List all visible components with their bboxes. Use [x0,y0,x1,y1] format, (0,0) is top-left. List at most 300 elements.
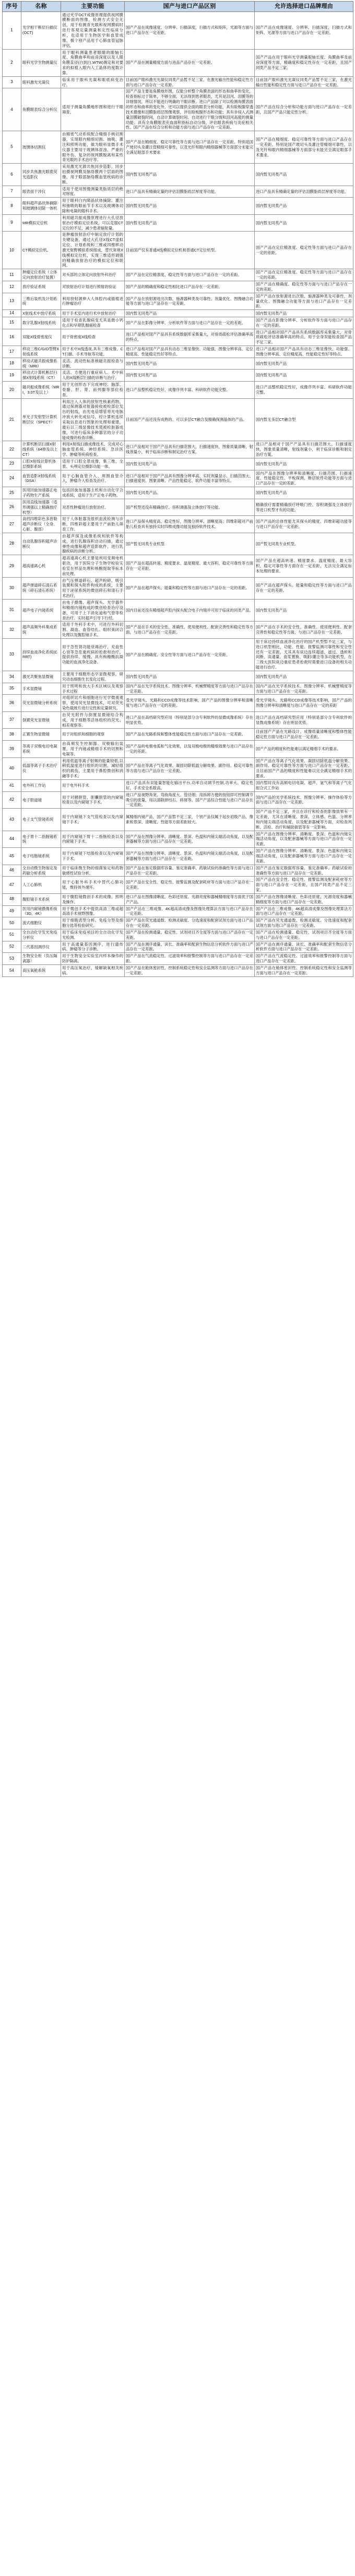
cell-main-function: 由气压弹道碎石、超声粉碎、吸引装置和探头附件构成的系统，主要用于泌尿系统的微创碎石和清石手术治疗。 [61,577,125,599]
table-row [3,346,353,358]
cell-domestic-import-difference: 进口产品整机稳定性好，成像序列丰富、科研软件功能完整。 [125,382,255,399]
cell-import-brand-reason: 国内暂无同类产品 [255,487,353,499]
table-row [3,555,353,577]
cell-index: 7 [3,186,21,198]
cell-equipment-name: 双能X线骨密度仪 [21,329,61,346]
cell-domestic-import-difference: 进口产品具有精确定量的评估泪膜脂质层厚度等功能。 [125,186,255,198]
cell-domestic-import-difference: 国产产品在精细度、稳定可靠性等方面与进口产品存在一定差距。特别是国产玻切头及灌注管精细可靠性，以及光纤和眼内精细器械等方面部分未能完全满足眼部手术要求 [125,131,255,164]
cell-import-brand-reason: 国产产品在图像分辨率、清晰度、景深、色温和内镜尖端活动角度，以及配套器械等方面与进口产品存在一定差距。 [255,848,353,865]
cell-domestic-import-difference: 国内暂无同类产品 [125,358,255,370]
table-row [3,470,353,487]
cell-index: 20 [3,382,21,399]
cell-import-brand-reason: 国内暂无同类产品 [255,198,353,215]
cell-domestic-import-difference: 国产产品在安全性、稳定性、报警监测及配套耗材等方面与进口产品存在一定差距。 [125,877,255,894]
cell-equipment-name: 二代基因测序仪 [21,941,61,953]
cell-equipment-name: 超高速离心机 [21,555,61,577]
cell-domestic-import-difference: 国内暂无同类产品 [125,458,255,470]
cell-main-function: 用于急性肾功能衰竭治疗，充血性心衰等急危重疾病的抢救和治疗。提供持续、缓慢、具有枸橼酸抗凝功能的血液净化设备。 [61,638,125,671]
cell-main-function: 由荧光附件与倒置显微镜结合构成，用于细胞等活体组织的荧光、相差观察等。 [61,711,125,729]
cell-equipment-name: 电子胆道镜 [21,791,61,809]
cell-domestic-import-difference: 进口产品探头精度高、稳定性好，图像分辨率、清晰度高；四维彩超对产前胎儿检查具有独持实时四维成像功能及独持软件技术。 [125,516,255,533]
cell-index: 39 [3,741,21,758]
cell-index: 3 [3,76,21,88]
cell-equipment-name: 超声电子内镜系统 [21,600,61,622]
cell-main-function: 是肿瘤放射治疗中制定放疗计划的关键设备，通过大孔径X线CT虚拟定位、计划系统和三维或四维移动激光射野模拟系统组成，替代常规X线模拟定位机，实现三维适形调强的精确放射治疗的模拟定位和联网。 [61,232,125,269]
cell-equipment-name: 高压氧舱系统 [21,965,61,977]
cell-equipment-name: 电子支气管镜系统 [21,809,61,831]
table-row [3,711,353,729]
table-row [3,905,353,917]
cell-equipment-name: 全自动化学发光免疫分析仪 [21,929,61,941]
cell-equipment-name: CT模拟定位机。 [21,232,61,269]
cell-domestic-import-difference: 国产产品主要是角膜地形图，仅能分析整个角膜表面的形态和曲率的变化，检查指标过于简单，不够全面，无法得到患者眼表，尤其是泪河、泪膜等的详细情况，所以不能进行明确的干眼诊断。进口产品除了可以检测角膜表面的形态和曲率的变化外，还可以提供全面的眼表分析功能，具有睑板腺穿透技术摄像和泪膜脂质层图像观察，评估睑板腺形态和功能；具有非侵入式测量泪膜破裂时间，自动计算破裂时间、自动进行干眼分级和泪河高度的测量功能；具有全角膜眼表充血面积指标自动分级，评估眼表疾病与炎症相关性。国产产品在综合分析和功能方面与进口产品存在一定差距。 [125,88,255,131]
cell-equipment-name: 移动式磁共振成像系统（MRI） [21,358,61,370]
cell-index: 23 [3,458,21,470]
cell-index: 11 [3,269,21,281]
cell-import-brand-reason: 国内暂无同类产品 [255,310,353,317]
cell-main-function: 用于内窥镜下支气管检查以及内窥镜下手术。 [61,809,125,831]
cell-main-function: 用于手术室内进行术中放射治疗 [61,310,125,317]
cell-import-brand-reason: 国产产品在荧光通道数、检测灵敏度、分选速度和配套试剂方面与进口产品存在一定差距。 [255,917,353,929]
cell-domestic-import-difference: 进口产品相对于国产产品具有图像分辨率高、实时剂量显示、扫描范围大、扫描速度快、图象清晰、产品性能稳定、软件功能丰富等特点。 [125,470,255,487]
cell-main-function: 由电子摄像、超声探头、光学器件和精细内镜构成的微创检查治疗设备，可用于上下消化道和气管等检查治疗。实时超声引导下行经。 [61,600,125,622]
cell-index: 36 [3,695,21,712]
cell-equipment-name: 眼科激光光凝仪 [21,76,61,88]
table-row [3,198,353,215]
cell-index: 40 [3,757,21,779]
table-row [3,877,353,894]
cell-import-brand-reason: 国产产品在用于眼科光学测量眼轴长度、角膜曲率及前房深度等方面，精确度和稳定性存在一定差距，且国产同类产品不足三家。 [255,49,353,76]
cell-index: 4 [3,88,21,131]
cell-import-brand-reason: 国产产品在超声探头、能量和稳定性等方面与进口产品存在一定的差距。 [255,577,353,599]
cell-main-function: 用于术中X线透视,具有三维成像、CT扫描、手术导航等功能。 [61,346,125,358]
cell-main-function: 适用于外科手术中，可进行外科切割、凝血、血管结扎、组织束闭合处理以及腹腔镜手术。 [61,622,125,639]
cell-index: 46 [3,865,21,877]
cell-domestic-import-difference: 国产产品在超高转速、精度要求、温度精度、最大容积、稳定可靠性等方面存在一定差距。 [125,555,255,577]
cell-main-function: 用于对组织和细胞的观察 [61,729,125,741]
cell-main-function: 适用于测量角膜地形图和进行干眼筛查。 [61,88,125,131]
cell-index: 33 [3,638,21,671]
table-row [3,329,353,346]
cell-equipment-name: 移动三维C/G/O型臂X射线系统 [21,346,61,358]
cell-main-function: 用于生物安全实验室内样本操作的防护隔离。 [61,953,125,965]
cell-import-brand-reason: 国内暂时没有高频电切电凝、超声、氩气和等离子气化组合式工作站 [255,780,353,792]
cell-domestic-import-difference: 国产产品在影像分辨率、分析软件等方面与进口产品存在一定的差距。 [125,317,255,329]
table-row [3,269,353,281]
cell-domestic-import-difference: 国产产品在舱体密封性、控制系统稳定性和安全监测等方面与进口产品存在一定差距。 [125,965,255,977]
cell-equipment-name: 超声弹道碎石清石系统（碎石清石系统） [21,577,61,599]
table-row [3,809,353,831]
table-row [3,865,353,877]
cell-domestic-import-difference: 国内目前还没有精细超声腔内探头配合电子内镜并可用于临床的同类产品。 [125,600,255,622]
cell-domestic-import-difference: 国产产品在荧光通道数、检测灵敏度、分选速度和配套试剂方面与进口产品存在一定差距。 [125,917,255,929]
cell-import-brand-reason: 受光学镜头、光路和CCD成像等技术影响，国产产品的图像分辨率和清晰度与进口产品存在一定的差距 [255,695,353,712]
table-row [3,929,353,941]
cell-equipment-name: 医用回旋加速器正电子药物生产系统 [21,487,61,499]
cell-domestic-import-difference: 进口产品相对国产产品具有动态三维显像快、功能强、图像分辨率高、定位精度高、性能稳定性好等特点。 [125,346,255,358]
cell-import-brand-reason: 国产产品在精确度、稳定性等方面与与进口产品存在一定的差距。 [255,281,353,293]
cell-index: 51 [3,929,21,941]
cell-domestic-import-difference: 国产产品在图像分辨率、清晰度、景深、色温和内镜尖端活动角度，以及配套器械等方面与进口产品存在一定差距。 [125,831,255,848]
cell-main-function: 对头部的立体定向放射外科治疗 [61,269,125,281]
column-header-function: 主要功能 [61,2,125,12]
cell-index: 22 [3,441,21,458]
cell-main-function: 利用放射源伸入人体腔内或插植进行肿瘤治疗 [61,293,125,310]
cell-index: 5 [3,131,21,164]
cell-domestic-import-difference: 国产产品在放射源进出次数、施源器种类及可靠性、剂量优化、图像融合功能等方面与进口产品存在一定差距。 [125,293,255,310]
cell-main-function: 用于临床微生物的细菌鉴定和药物敏感性试验分析。 [61,865,125,877]
table-row [3,293,353,310]
cell-import-brand-reason: 进口产品相对国产产品具有系统数据库采集量大，对骨质疏松评估准确率高的特点。用于全身双能检查国产品不足三家。 [255,329,353,346]
cell-index: 21 [3,398,21,441]
cell-import-brand-reason: 国内暂无同类产品 [255,671,353,683]
table-row [3,398,353,441]
cell-import-brand-reason: 国内暂无同类产品 [255,458,353,470]
cell-import-brand-reason: 国产产品在检测通量、稳定性、试剂项目齐全度等方面与进口产品存在一定差距。 [255,929,353,941]
cell-main-function: 用于眼科白内障晶状体摘除、灌注和抽吸的眼前节手术以及玻璃体切除和电凝的眼科手术。 [61,198,125,215]
cell-equipment-name: 眼表面干涉仪 [21,186,61,198]
cell-index: 8 [3,198,21,215]
cell-main-function: 由高频发生控制器、双极输出装置，用于内镜或精细手术的切割和电凝等。 [61,741,125,758]
cell-import-brand-reason: 精确放疗需要精确放疗呼吸门控、容积调强及立体放疗等进口机型才有的功能。 [255,499,353,516]
table-header-row [3,2,353,12]
cell-equipment-name: 眼科光学生物测量仪 [21,49,61,76]
cell-main-function: 用于对胰胆管、胆囊胆管的内窥镜检查以及内窥镜下手术。 [61,791,125,809]
cell-index: 10 [3,232,21,269]
cell-equipment-name: 低温等离子手术治疗仪 [21,757,61,779]
table-row [3,741,353,758]
table-row [3,49,353,76]
cell-domestic-import-difference: 进口产品相对于国产产品具有扫描范围大，扫描速度快，图象质量清晰，射线剂量小，利于临床诊断和制定治疗方案。 [125,441,255,458]
cell-import-brand-reason: 国内产品的光学系统技术、图像分辨率、操作体验等方面与进口产品存在一定差距。 [255,791,353,809]
cell-index: 53 [3,953,21,965]
cell-equipment-name: 自动乳腺容积超声诊断仪 [21,533,61,555]
import-equipment-comparison-table [2,1,353,977]
cell-equipment-name: 持续血液净化系统(CRRT) [21,638,61,671]
cell-domestic-import-difference: 国产产品在图像分辨率、清晰度、景深、色温和内镜尖端活动角度，以及配套器械等方面与进口产品存在一定差距。 [125,848,255,865]
cell-domestic-import-difference: 国产产品在超声探头、能量和稳定性等方面与进口产品存在一定的差距。 [125,577,255,599]
cell-import-brand-reason: 国产产品的总体性能尤其探头的精度、四维彩超功能等与进口产品存在一定差距。 [255,516,353,533]
cell-domestic-import-difference: 进口产品具有双能量智能化输出平台,功率自动调节控制,功率大、稳定性好，手术安全系数高。 [125,780,255,792]
cell-index: 30 [3,577,21,599]
spreadsheet-sheet [0,0,355,980]
cell-equipment-name: 人工心肺机 [21,877,61,894]
table-row [3,683,353,695]
cell-equipment-name: 正置生物显微镜 [21,729,61,741]
cell-main-function: 由精密气动系统配合精细手柄切割器，实现眼内精细切割、抽吸、灌注和照明功能，做为眼科显微手术仪器主要用于玻璃体混浊、严重的眼外伤、复杂的视网膜脱离和某些青光眼的手术治疗等。 [61,131,125,164]
cell-import-brand-reason: 国产产品不足三家，并且在诊疗和检查的影像效果有一定差距，尤其在清晰度、景深、立体感、色温、分辨率和内镜尖端活动角度，以及配套器械等方面，对检查判断、活检、治疗和辅助插管等有一定影响。 [255,809,353,831]
cell-equipment-name: 血管造影X射线系统（DSA） [21,470,61,487]
cell-domestic-import-difference: 进口产品在图像清晰度、色彩还原度、光源亮度和器械精细度等方面优于国产产品。 [125,893,255,905]
cell-import-brand-reason: 国产产品在图像清晰度、色彩还原度、光源亮度和器械精细度等方面与进口产品存在一定差距。 [255,893,353,905]
cell-equipment-name: 荧光显微镜分析系统 [21,695,61,712]
cell-index: 42 [3,791,21,809]
cell-main-function: 利用注入人体的放射性核素药物，通过探测器对脏器接收被检部位发出的射线，由光电倍增管将光电脉冲放大转化成信号，经计算机连续采取信息进行图象的处理和重建，最后以三级显像技术使被检脏器成像，可进行临床多种器官的分子功能成像的检查诊断。 [61,398,125,441]
cell-index: 48 [3,893,21,905]
cell-main-function: 利用X射线扫描成像技术，完成对心脑血管系统、神经系统、急诊医学、肿瘤等疾病检查。 [61,441,125,458]
table-row [3,458,353,470]
cell-import-brand-reason: 国产暂无同类专业机型。 [255,533,353,555]
table-row [3,791,353,809]
cell-main-function: 利用磁共振成像原理进行大孔径放射治疗模拟定位系统，可以克服CT定位的不足，减少患者辐射量。 [61,214,125,232]
cell-import-brand-reason: 国产产品在三维成像、4K超高清成像及图像处理算法方面与进口产品存在一定差距。 [255,905,353,917]
cell-import-brand-reason: 国产产品在放射源进出次数、施源器种类及可靠性、剂量优化、图像融合功能等方面与进口产品存在一定差距。 [255,293,353,310]
cell-domestic-import-difference: 国内暂无同类产品 [125,310,255,317]
cell-import-brand-reason: 国内暂无同类产品 [255,600,353,622]
cell-main-function: 由超声探及成像系统和软件等构成，进行乳腺容积自动扫描，通过弹性成像和超声造影软件，进行乳腺疾病的诊断分析。 [61,533,125,555]
cell-domestic-import-difference: 国产产品的电极电弧和气化效果，以及双极电极的精细效果与进口产品存在一定的差距。 [125,741,255,758]
cell-equipment-name: 电子结肠镜系统 [21,848,61,865]
cell-index: 35 [3,683,21,695]
cell-main-function: 用于骨密度X线检查 [61,329,125,346]
table-row [3,893,353,905]
cell-domestic-import-difference: 国内暂无同类产品 [125,214,255,232]
table-row [3,729,353,741]
cell-index: 6 [3,164,21,186]
cell-import-brand-reason: 国产产品在测序通量、读长、准确率和配套生物信息分析软件方面与进口产品存在一定差距。 [255,941,353,953]
cell-import-brand-reason: 国产产品在舱体密封性、控制系统稳定性和安全监测等方面与进口产品存在一定差距。 [255,965,353,977]
cell-index: 17 [3,346,21,358]
cell-index: 43 [3,809,21,831]
cell-equipment-name: MR模拟定位机 [21,214,61,232]
table-row [3,757,353,779]
cell-domestic-import-difference: 国产产品在测序通量、读长、准确率和配套生物信息分析软件方面与进口产品存在一定差距。 [125,941,255,953]
cell-main-function: 用于腹腔镜微创手术的成像、照明及操作。 [61,893,125,905]
cell-index: 18 [3,358,21,370]
cell-main-function: 适用于口腔全景成像，集三维、全景、头颅定位摄影功能一体。 [61,458,125,470]
cell-index: 27 [3,516,21,533]
cell-main-function: 用于心脏外科手术中替代心肺功能，维持体外循环。 [61,877,125,894]
cell-index: 24 [3,470,21,487]
cell-import-brand-reason: 国产产品在定位精准度、稳定性等方面与进口产品存在一定的差距。 [255,269,353,281]
cell-index: 34 [3,671,21,683]
cell-index: 49 [3,905,21,917]
cell-import-brand-reason: 国内暂无同类产品 [255,164,353,186]
cell-index: 2 [3,49,21,76]
cell-import-brand-reason: 国内暂无多层CT融合型 [255,398,353,441]
table-body [3,12,353,976]
cell-index: 41 [3,780,21,792]
cell-import-brand-reason: 国产产品在图像分辨率、清晰度、景深、色温和内镜尖端活动角度，以及配套器械等方面与进口产品存在一定差距。 [255,831,353,848]
cell-main-function: 适用于检查乳腺病变尤其是微小钙化点和早期乳腺癌检查 [61,317,125,329]
cell-main-function: 用于眼科测量患者眼睛的眼轴长度、角膜曲率和前房深度以及人眼角膜直径(白到白,WTW)测定和对要求的拟植入眼内人工晶体的度数计算。 [61,49,125,76]
cell-equipment-name: 玻璃体切割仪 [21,131,61,164]
cell-equipment-name: 数字乳腺X射线系统 [21,317,61,329]
cell-main-function: 灵活、流动性标准核磁共振检查与诊断。 [61,358,125,370]
table-row [3,88,353,131]
table-row [3,441,353,458]
cell-domestic-import-difference: 国产产品在手术的安全性、准确性、使用便利性、配套完善性和稳定性等方面，与进口产品存在一定差距。 [125,622,255,639]
table-row [3,214,353,232]
cell-index: 47 [3,877,21,894]
cell-index: 1 [3,12,21,49]
cell-domestic-import-difference: 国产产品在鉴定数据库容量、鉴定准确率、药敏试验的准确性等方面与进口产品存在一定差距。 [125,865,255,877]
cell-index: 29 [3,555,21,577]
cell-domestic-import-difference: 目前国产产品还没有成熟的、可以多层CT融合及精确探测晶体的产品。 [125,398,255,441]
cell-import-brand-reason: 国内暂无同类产品 [255,214,353,232]
cell-main-function: 用于微创手术中提供高清三维或超高清手术视野图像。 [61,905,125,917]
table-row [3,965,353,977]
cell-index: 14 [3,310,21,317]
cell-index: 13 [3,293,21,310]
table-row [3,186,353,198]
cell-index: 45 [3,848,21,865]
table-row [3,848,353,865]
cell-equipment-name: 腹腔镜手术系统 [21,893,61,905]
cell-equipment-name: 倒置荧光显微镜 [21,711,61,729]
cell-index: 28 [3,533,21,555]
cell-import-brand-reason: 国产产品在等离子气化效果、凝固切除低温分解效果、副作用、稳定可靠性等方面与进口产品存在一定差距。且目前国产产品的精度和性能难以完全满足精细手术的要求。 [255,757,353,779]
cell-equipment-name: 医用直线加速器（适形调强以上精确放疗机型） [21,499,61,516]
cell-main-function: 用于高通量基因测序，进行遗传病、肿瘤等分子诊断。 [61,941,125,953]
cell-equipment-name: 电子胃十二指肠镜系统 [21,831,61,848]
cell-import-brand-reason: 国内暂无同类产品 [255,370,353,382]
cell-import-brand-reason: 国产产品在超高转速、精度要求、温度精度、最大容积、稳定可靠性等方面存在一定差距，无法完全满足标本处理的要求。 [255,555,353,577]
table-row [3,917,353,929]
table-row [3,638,353,671]
cell-domestic-import-difference: 进口产品在高档研究型应用（特别是部分含专利软件的显微成像系统）存在明显优势。 [125,711,255,729]
cell-equipment-name: 三维后装机及计划系统 [21,293,61,310]
cell-equipment-name: 口腔X射线计算机体层摄影系统 [21,458,61,470]
cell-domestic-import-difference: 属精细内镜产品，国产产品暂不足三家，个别产品仅属于起步初级产品，像素和景深、清晰度、性能等方面差距较大。 [125,809,255,831]
table-row [3,499,353,516]
cell-main-function: 用于心脑血管介入、周围血管介入，肿瘤介入检查及治疗。 [61,470,125,487]
cell-import-brand-reason: 进口产品整机稳定性好，成像序列丰富、科研软件功能完整。 [255,382,353,399]
cell-equipment-name: 电外科工作站 [21,780,61,792]
cell-main-function: 主要用于细胞形态学显微观察，研究动态细胞生长变化过程。 [61,671,125,683]
table-row [3,953,353,965]
table-row [3,577,353,599]
cell-index: 9 [3,214,21,232]
cell-equipment-name: 角膜眼表综合分析仪 [21,88,61,131]
table-row [3,671,353,683]
cell-equipment-name: X射线术中放疗系统 [21,310,61,317]
cell-domestic-import-difference: 国产产品在等离子气化效果、凝固切除低温分解效果、副作用、稳定可靠性等方面与进口产品存在一定差距。 [125,757,255,779]
cell-domestic-import-difference: 国产产品在成像速度、分辨率、扫描深度，扫描方式和矩阵，光源等方面与进口产品存在一定差距。 [125,12,255,49]
cell-domestic-import-difference: 进口产品相对国产产品具有系统数据库采集量大，对骨质疏松评估准确率高的特点。 [125,329,255,346]
cell-main-function: 用于无创形态下完成神经、脑部、骨骼、肝、肾、前列腺等部位检查。 [61,382,125,399]
cell-main-function: 通过光学OCT成像原理提供视网膜横断面的图像，检测方式安全无创，用于检测青光眼和视网膜病时进行客观定量测量和定性临床分析，也适用于生物医学和血管成像。极个别产品用于心肺血管冠脉评估。 [61,12,125,49]
cell-domestic-import-difference: 国产产品的精确度和稳定性相比进口产品存在一定差距。 [125,281,255,293]
cell-import-brand-reason: 用于床边持续血液净化治疗的国产机型暂不足三家，与进口机型相比，功能、性能、报警监测可靠性和安全性还有一定差距，尤其具有床边连续超滤、滤过、透析和间断、高通量、血浆置换、吸附/灌注等多功能机型，在三级大医院床边重症患者抢救时需要进口设备的相关功能进行治疗。 [255,638,353,671]
column-header-difference: 国产与进口产品区别 [125,2,255,12]
cell-equipment-name: 单光子发射型计算机断层仪（SPECT） [21,398,61,441]
cell-import-brand-reason: 国产产品在综合分析和功能方面与进口产品存在一定差距，且国产产品只能定性分析。 [255,88,353,131]
table-row [3,12,353,49]
cell-main-function: 临床用于眼科光凝和眼底病变治疗。 [61,76,125,88]
cell-equipment-name: 放疗验证系统 [21,281,61,293]
cell-main-function: 对放射治疗计划进行照射的验证 [61,281,125,293]
cell-main-function: 采用激光光源共焦同步造影，同步拍摄视网膜及脉络膜两个层面的图像，用于眼部脉络膜血管疾病的诊断。 [61,164,125,186]
cell-domestic-import-difference: 国内暂无同类产品。 [125,487,255,499]
cell-index: 38 [3,729,21,741]
cell-domestic-import-difference: 国产产品在测量精度方面与进品产品存在一定差距。 [125,49,255,76]
cell-index: 19 [3,370,21,382]
cell-domestic-import-difference: 进口产品视野角宽、弯曲角度大、管径细；用拆卸方便的按钮即可控制调节吸引的流量，用以清除掉结石、碎屑等。国产产品综合性能与进口产品存在一定差距。 [125,791,255,809]
cell-import-brand-reason: 目前国产产品在光路设计、成像质量清晰度和整体性能稳定性方面与进口产品存在一定差距。 [255,729,353,741]
cell-index: 44 [3,831,21,848]
cell-index: 32 [3,622,21,639]
table-row [3,370,353,382]
cell-import-brand-reason: 进口产品具有精确定量的评估泪膜脂质层厚度等功能。 [255,186,353,198]
cell-equipment-name: 高档四维彩色多普勒超声诊断仪（全身、心脏、腹部） [21,516,61,533]
table-row [3,164,353,186]
cell-equipment-name: 超声高频外科集成系统 [21,622,61,639]
column-header-name: 名称 [21,2,61,12]
cell-index: 37 [3,711,21,729]
column-header-reason: 允许选择进口品牌理由 [255,2,353,12]
table-row [3,516,353,533]
cell-domestic-import-difference: 国产机型还没有精确放疗、容积调强及立体放疗等功能。 [125,499,255,516]
cell-domestic-import-difference: 国产产品在定位精准度、稳定性等方面与进口产品存在一定的差距。 [125,269,255,281]
cell-import-brand-reason: 国产产品在成像速度、分辨率、扫描深度，扫描方式和矩阵，光源等方面与进口产品存在一定差距。 [255,12,353,49]
cell-equipment-name: 等离子双极电切电凝系统 [21,741,61,758]
table-header [3,2,353,12]
table-row [3,281,353,293]
cell-main-function: 包括回旋加速器主机和自动化学合成系统，适用于生产正电子药物。 [61,487,125,499]
cell-import-brand-reason: 目前国产眼科激光光凝仪同类产品暂不足三家，在激光输出性能和稳定性方面与进口产品存在一定差距。 [255,76,353,88]
cell-domestic-import-difference: 国内暂无同类产品 [125,671,255,683]
table-row [3,487,353,499]
cell-main-function: 用于细胞表型分析、免疫分型及细胞分选等检验研究。 [61,917,125,929]
cell-domestic-import-difference: 国内暂无同类产品 [125,164,255,186]
cell-equipment-name: 医用内窥镜摄像系统（3D、4K） [21,905,61,917]
cell-main-function: 用于内窥镜下结肠检查以及内窥镜下手术。 [61,848,125,865]
table-row [3,131,353,164]
cell-index: 54 [3,965,21,977]
cell-main-function: 利用低温等离子射频的能量较低,以稍低温度进行组织的切割，减轻组织的损伤，主要用于鼻腔微创和消融等手术。 [61,757,125,779]
cell-equipment-name: 光学相干断层扫描仪(OCT) [21,12,61,49]
cell-import-brand-reason: 国内产品在图像分辨率和清晰度、扫描范围、扫描速度、性能稳定性、平板探测、断层软件功能等方面与进口产品存在一定的差距。 [255,470,353,487]
table-row [3,317,353,329]
cell-main-function: 对恶性肿瘤进行放射治疗。 [61,499,125,516]
cell-equipment-name: 计算机断层扫描X射线系统（64排及以上CT） [21,441,61,458]
cell-main-function: 适用于使用图像测量类脂质层的绝对厚度。 [61,186,125,198]
cell-import-brand-reason: 国产产品在手术的安全性、准确性、使用便利性、配套完善性和稳定性等方面，与进口产品存在一定差距。 [255,622,353,639]
cell-equipment-name: 磁共振成像系统（MRI，3.0T及以上） [21,382,61,399]
cell-equipment-name: 全自动微生物鉴定及药敏分析系统 [21,865,61,877]
table-row [3,600,353,622]
cell-index: 12 [3,281,21,293]
cell-equipment-name: 手术显微镜 [21,683,61,695]
cell-main-function: 用于电外科手术 [61,780,125,792]
cell-import-brand-reason: 国产产品在影像分辨率、分析软件等方面与进口产品存在一定的差距。 [255,317,353,329]
cell-domestic-import-difference: 国产产品在检测通量、稳定性、试剂项目齐全度等方面与进口产品存在一定差距。 [125,929,255,941]
cell-import-brand-reason: 国产产品的精度和性能难以满足精细手术的要求。 [255,741,353,758]
cell-main-function: 超高速离心机主要是利用变频电机驱动，用于医院分子生物学检验实验室在样品处理和核酸提取等标本前处理。 [61,555,125,577]
cell-equipment-name: 肿瘤定位系统（立体定向放射治疗装置） [21,269,61,281]
cell-equipment-name: 同步共焦激光眼底荧光造影仪 [21,164,61,186]
cell-equipment-name: 眼科超声晶状体摘除和玻璃体切除一体机 [21,198,61,215]
cell-main-function: 灵活、方便进行重症病人、术中病人的X线断层扫描的诊断与治疗。 [61,370,125,382]
table-row [3,76,353,88]
cell-domestic-import-difference: 目前国产眼科激光光凝仪同类产品暂不足三家，在激光输出性能和稳定性方面与进口产品存在一定差距。 [125,76,255,88]
cell-import-brand-reason: 国产产品在定位精准度、稳定性等方面与进口产品存在一定的差距。 [255,232,353,269]
cell-import-brand-reason: 国产产品在安全性、稳定性、报警监测及配套耗材等方面与进口产品存在一定差距，且国产同类产品不足三家。 [255,877,353,894]
cell-main-function: 用于临床免疫项目的全自动化学发光检测。 [61,929,125,941]
cell-equipment-name: 激光共聚焦显微镜 [21,671,61,683]
table-row [3,358,353,370]
cell-main-function: 用于高压氧治疗，缓解缺氧相关疾病。 [61,965,125,977]
cell-equipment-name: 移动式计算机断层扫描X射线系统（CT） [21,370,61,382]
cell-import-brand-reason: 进口产品相对国产产品具有动态三维显像快、功能强、图像分辨率高、定位精度高、性能稳定性好等特点。 [255,346,353,358]
cell-equipment-name: 生物安全柜（负压隔离器） [21,953,61,965]
cell-domestic-import-difference: 国产产品在三维成像、4K超高清成像及图像处理算法方面与进口产品存在一定差距。 [125,905,255,917]
cell-domestic-import-difference: 受光学镜头、光路和CCD成像等技术影响，国产产品的图像分辨率和清晰度与进口产品存在一定的差距。 [125,695,255,712]
table-row [3,232,353,269]
cell-index: 15 [3,317,21,329]
cell-domestic-import-difference: 国产产品在光路系统和整体性能稳定性方面与进口产品存在一定差距。 [125,729,255,741]
